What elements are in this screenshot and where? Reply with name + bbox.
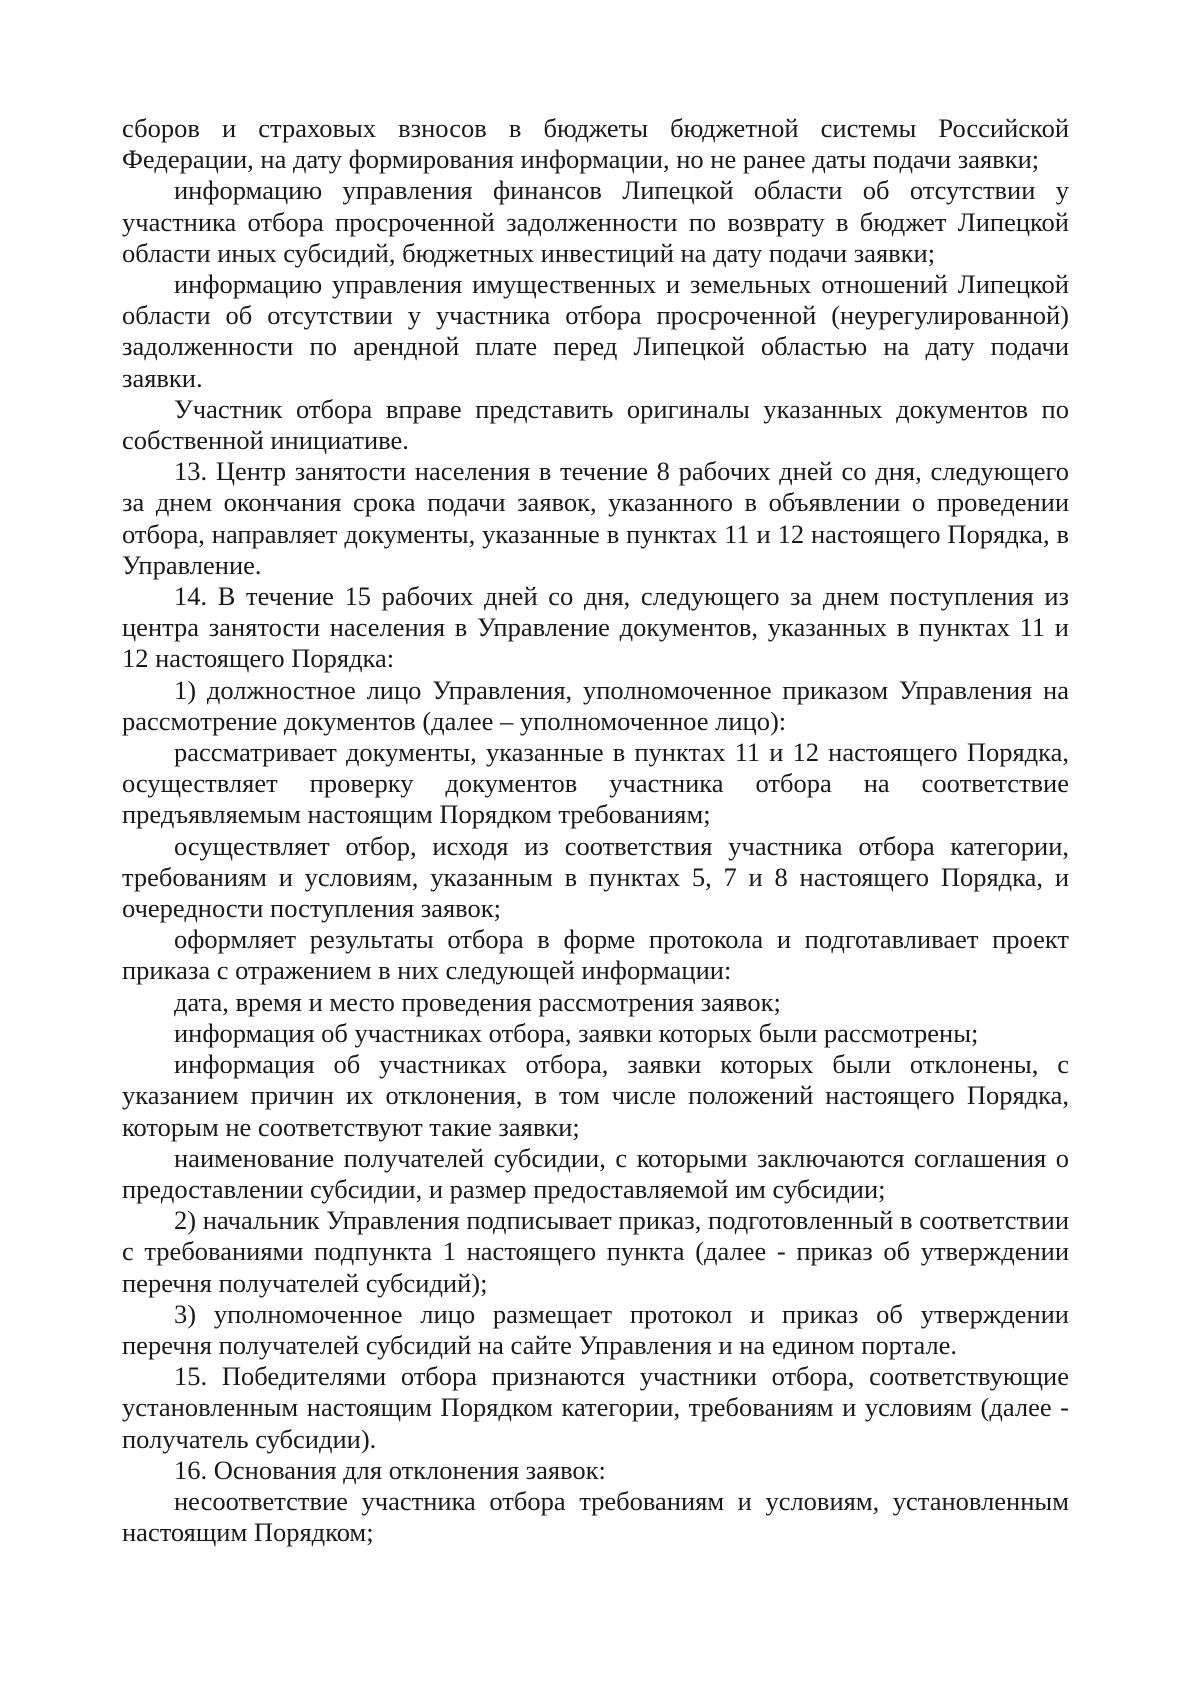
document-body [122,113,1069,1548]
paragraph: информацию управления финансов Липецкой области об отсутствии у участника отбора просроченной задолженности по возврату в бюджет Липецкой области иных субсидий, бюджетных инвестиций на дату подачи заявки; [122,175,1069,268]
paragraph: несоответствие участника отбора требованиям и условиям, установленным настоящим Порядком; [122,1485,1069,1548]
paragraph: осуществляет отбор, исходя из соответствия участника отбора категории, требованиям и условиям, указанным в пунктах 5, 7 и 8 настоящего Порядка, и очередности поступления заявок; [122,830,1069,924]
paragraph-subclause-2: 2) начальник Управления подписывает приказ, подготовленный в соответствии с требованиями подпункта 1 настоящего пункта (далее - приказ об утверждении перечня получателей субсидий); [122,1205,1069,1298]
paragraph: информацию управления имущественных и земельных отношений Липецкой области об отсутствии у участника отбора просроченной (неурегулированной) задолженности по арендной плате перед Липецкой областью на дату подачи заявки. [122,269,1069,393]
paragraph: рассматривает документы, указанные в пунктах 11 и 12 настоящего Порядка, осуществляет проверку документов участника отбора на соответствие предъявляемым настоящим Порядком требованиям; [122,737,1069,830]
paragraph-subclause-1: 1) должностное лицо Управления, уполномоченное приказом Управления на рассмотрение документов (далее – уполномоченное лицо): [122,674,1069,736]
paragraph-continuation: сборов и страховых взносов в бюджеты бюджетной системы Российской Федерации, на дату формирования информации, но не ранее даты подачи заявки; [122,113,1069,175]
paragraph: Участник отбора вправе представить оригиналы указанных документов по собственной инициативе. [122,393,1069,456]
paragraph: информация об участниках отбора, заявки которых были отклонены, с указанием причин их отклонения, в том числе положений настоящего Порядка, которым не соответствуют такие заявки; [122,1049,1069,1142]
paragraph-clause-14: 14. В течение 15 рабочих дней со дня, следующего за днем поступления из центра занятости населения в Управление документов, указанных в пунктах 11 и 12 настоящего Порядка: [122,581,1069,674]
paragraph-clause-13: 13. Центр занятости населения в течение 8 рабочих дней со дня, следующего за днем окончания срока подачи заявок, указанного в объявлении о проведении отбора, направляет документы, указанные в пунктах 11 и 12 настоящего Порядка, в Управление. [122,456,1069,580]
paragraph: наименование получателей субсидии, с которыми заключаются соглашения о предоставлении субсидии, и размер предоставляемой им субсидии; [122,1142,1069,1204]
paragraph: оформляет результаты отбора в форме протокола и подготавливает проект приказа с отражением в них следующей информации: [122,924,1069,986]
paragraph-clause-15: 15. Победителями отбора признаются участники отбора, соответствующие установленным настоящим Порядком категории, требованиям и условиям (далее - получатель субсидии). [122,1361,1069,1454]
paragraph-subclause-3: 3) уполномоченное лицо размещает протокол и приказ об утверждении перечня получателей субсидий на сайте Управления и на едином портале. [122,1298,1069,1360]
paragraph: дата, время и место проведения рассмотрения заявок; [174,986,781,1017]
paragraph: информация об участниках отбора, заявки которых были рассмотрены; [174,1017,979,1048]
paragraph-clause-16: 16. Основания для отклонения заявок: [174,1454,606,1485]
